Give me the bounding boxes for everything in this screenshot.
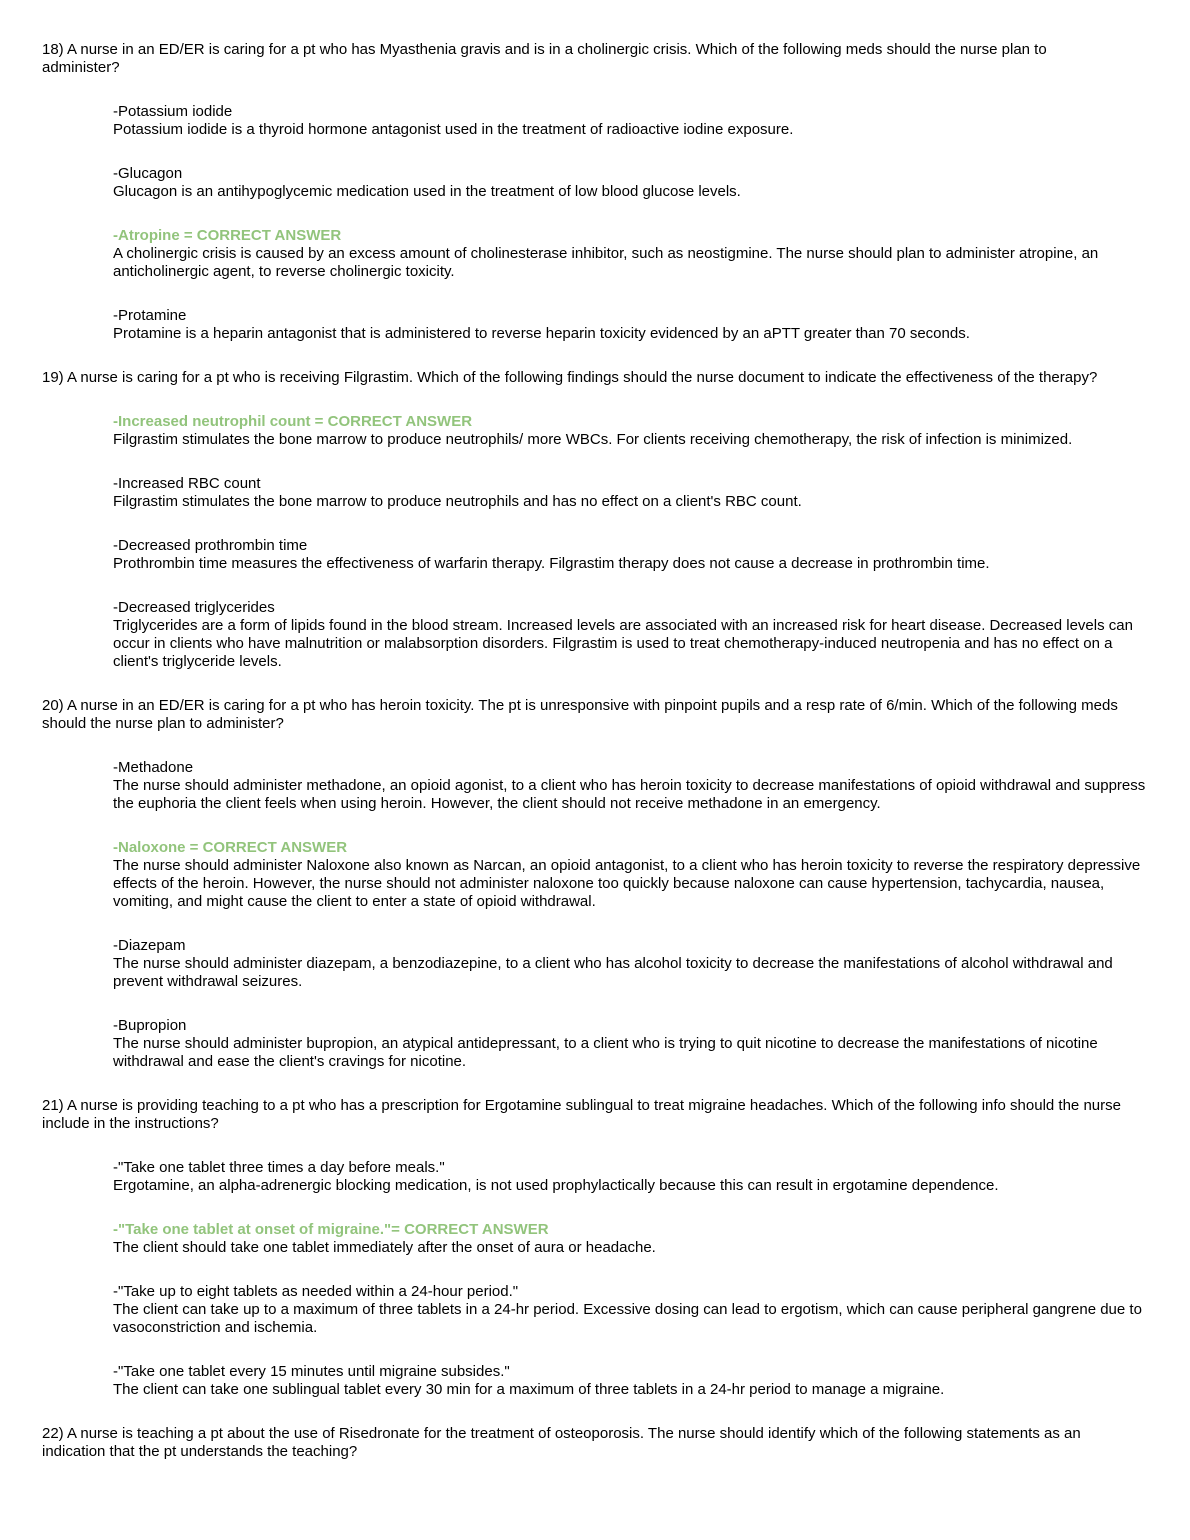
question-text: 18) A nurse in an ED/ER is caring for a pt who has Myasthenia gravis and is in a cholinergic crisis. Which of the following meds should the nurse plan to administer? <box>42 41 1047 76</box>
question-block <box>42 1425 1152 1461</box>
question-block <box>42 1097 1152 1399</box>
answer-option <box>113 537 1152 573</box>
answer-option <box>113 103 1152 139</box>
option-label: -Increased RBC count <box>113 475 261 492</box>
option-rationale: The nurse should administer Naloxone also known as Narcan, an opioid antagonist, to a client who has heroin toxicity to reverse the respiratory depressive effects of the heroin. However, the nurse should not administer naloxone too quickly because naloxone can cause hypertension, tachycardia, nausea, vomiting, and might cause the client to enter a state of opioid withdrawal. <box>113 857 1141 910</box>
answer-option <box>113 1283 1152 1337</box>
option-label: -"Take one tablet at onset of migraine."= CORRECT ANSWER <box>113 1221 549 1238</box>
option-label: -Bupropion <box>113 1017 187 1034</box>
question-text: 21) A nurse is providing teaching to a pt who has a prescription for Ergotamine sublingual to treat migraine headaches. Which of the following info should the nurse include in the instructions? <box>42 1097 1121 1132</box>
option-label: -Potassium iodide <box>113 103 233 120</box>
option-label: -"Take up to eight tablets as needed within a 24-hour period." <box>113 1283 519 1300</box>
option-label: -Atropine = CORRECT ANSWER <box>113 227 342 244</box>
question-text: 22) A nurse is teaching a pt about the use of Risedronate for the treatment of osteoporosis. The nurse should identify which of the following statements as an indication that the pt understands the teaching? <box>42 1425 1081 1460</box>
option-rationale: A cholinergic crisis is caused by an excess amount of cholinesterase inhibitor, such as neostigmine. The nurse should plan to administer atropine, an anticholinergic agent, to reverse cholinergic toxicity. <box>113 245 1099 280</box>
option-label: -Decreased prothrombin time <box>113 537 308 554</box>
option-rationale: Filgrastim stimulates the bone marrow to produce neutrophils and has no effect on a client's RBC count. <box>113 493 802 510</box>
option-label: -Increased neutrophil count = CORRECT ANSWER <box>113 413 473 430</box>
option-label: -"Take one tablet three times a day before meals." <box>113 1159 445 1176</box>
document-page <box>42 41 1152 1487</box>
answer-option <box>113 1159 1152 1195</box>
option-rationale: Protamine is a heparin antagonist that is administered to reverse heparin toxicity evidenced by an aPTT greater than 70 seconds. <box>113 325 970 342</box>
answer-option-correct <box>113 227 1152 281</box>
option-rationale: Potassium iodide is a thyroid hormone antagonist used in the treatment of radioactive iodine exposure. <box>113 121 794 138</box>
answer-option <box>113 1363 1152 1399</box>
option-rationale: The nurse should administer diazepam, a benzodiazepine, to a client who has alcohol toxicity to decrease the manifestations of alcohol withdrawal and prevent withdrawal seizures. <box>113 955 1113 990</box>
option-rationale: The client can take up to a maximum of three tablets in a 24-hr period. Excessive dosing can lead to ergotism, which can cause peripheral gangrene due to vasoconstriction and ischemia. <box>113 1301 1142 1336</box>
question-block <box>42 369 1152 671</box>
question-block <box>42 41 1152 343</box>
option-label: -Methadone <box>113 759 194 776</box>
answer-option-correct <box>113 839 1152 911</box>
option-rationale: Glucagon is an antihypoglycemic medication used in the treatment of low blood glucose levels. <box>113 183 741 200</box>
answer-option <box>113 475 1152 511</box>
option-rationale: The client can take one sublingual tablet every 30 min for a maximum of three tablets in a 24-hr period to manage a migraine. <box>113 1381 945 1398</box>
answer-option <box>113 1017 1152 1071</box>
option-label: -Protamine <box>113 307 187 324</box>
question-text: 20) A nurse in an ED/ER is caring for a pt who has heroin toxicity. The pt is unresponsive with pinpoint pupils and a resp rate of 6/min. Which of the following meds should the nurse plan to administer? <box>42 697 1118 732</box>
option-rationale: The client should take one tablet immediately after the onset of aura or headache. <box>113 1239 656 1256</box>
option-rationale: Filgrastim stimulates the bone marrow to produce neutrophils/ more WBCs. For clients receiving chemotherapy, the risk of infection is minimized. <box>113 431 1073 448</box>
option-rationale: The nurse should administer bupropion, an atypical antidepressant, to a client who is trying to quit nicotine to decrease the manifestations of nicotine withdrawal and ease the client's cravings for nicotine. <box>113 1035 1098 1070</box>
answer-option-correct <box>113 1221 1152 1257</box>
option-rationale: Prothrombin time measures the effectiveness of warfarin therapy. Filgrastim therapy does not cause a decrease in prothrombin time. <box>113 555 990 572</box>
option-label: -Decreased triglycerides <box>113 599 275 616</box>
option-label: -"Take one tablet every 15 minutes until migraine subsides." <box>113 1363 510 1380</box>
question-block <box>42 697 1152 1071</box>
option-label: -Naloxone = CORRECT ANSWER <box>113 839 348 856</box>
option-rationale: Ergotamine, an alpha-adrenergic blocking medication, is not used prophylactically because this can result in ergotamine dependence. <box>113 1177 999 1194</box>
option-rationale: The nurse should administer methadone, an opioid agonist, to a client who has heroin toxicity to decrease manifestations of opioid withdrawal and suppress the euphoria the client feels when using heroin. However, the client should not receive methadone in an emergency. <box>113 777 1146 812</box>
question-text: 19) A nurse is caring for a pt who is receiving Filgrastim. Which of the following findings should the nurse document to indicate the effectiveness of the therapy? <box>42 369 1098 386</box>
answer-option <box>113 599 1152 671</box>
option-label: -Diazepam <box>113 937 186 954</box>
option-rationale: Triglycerides are a form of lipids found in the blood stream. Increased levels are associated with an increased risk for heart disease. Decreased levels can occur in clients who have malnutrition or malabsorption disorders. Filgrastim is used to treat chemotherapy-induced neutropenia and has no effect on a client's triglyceride levels. <box>113 617 1133 670</box>
answer-option <box>113 759 1152 813</box>
answer-option <box>113 937 1152 991</box>
answer-option <box>113 165 1152 201</box>
answer-option <box>113 307 1152 343</box>
option-label: -Glucagon <box>113 165 183 182</box>
answer-option-correct <box>113 413 1152 449</box>
